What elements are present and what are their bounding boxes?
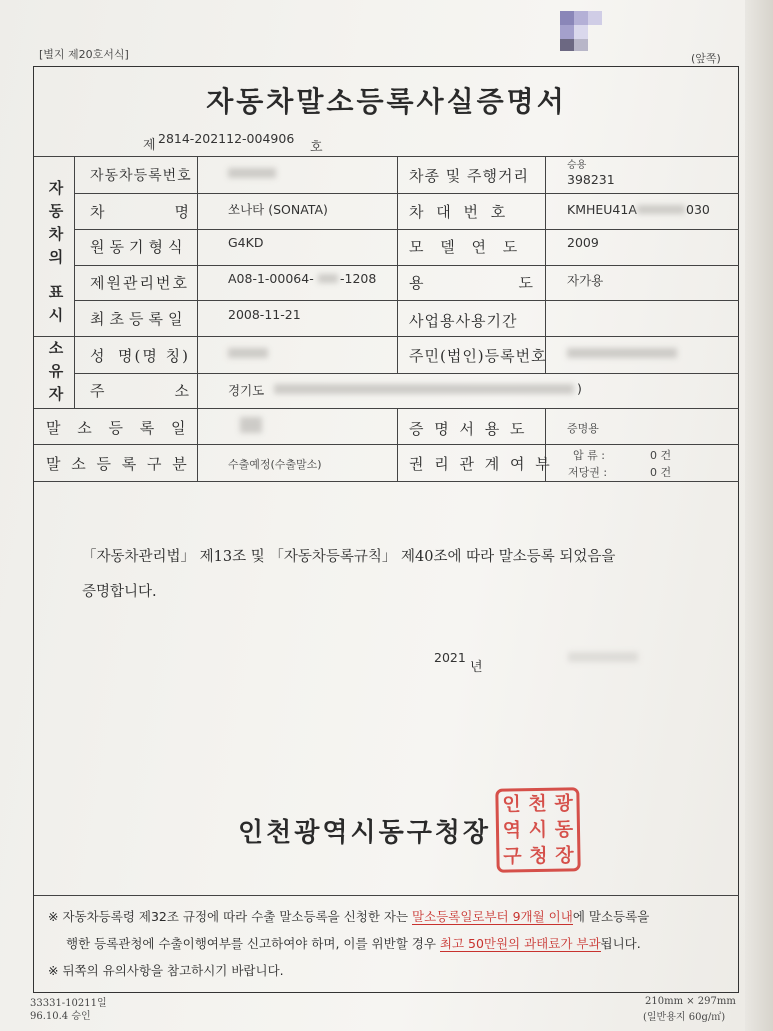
footer-paper: (일반용지 60g/㎡) bbox=[643, 1012, 726, 1023]
reg-no-redacted bbox=[228, 168, 276, 178]
purpose-label: 증 명 서 용 도 bbox=[409, 420, 528, 438]
first-reg-label: 최초등록일 bbox=[90, 310, 188, 328]
table-bottom-line bbox=[34, 481, 739, 482]
spec-value-a: A08-1-00064- bbox=[228, 271, 314, 286]
notice-line-3: ※ 뒤쪽의 유의사항을 참고하시기 바랍니다. bbox=[48, 963, 284, 978]
owner-section-label: 소 유 자 bbox=[48, 339, 64, 403]
notice-highlight-penalty: 최고 50만원의 과태료가 부과 bbox=[439, 936, 601, 951]
notice-divider bbox=[34, 895, 739, 896]
seizure-label: 압 류 : bbox=[573, 449, 605, 462]
reg-no-label: 자동차등록번호 bbox=[90, 168, 192, 184]
spec-label: 제원관리번호 bbox=[90, 274, 189, 292]
spec-value-b: -1208 bbox=[340, 271, 377, 286]
section-col-line bbox=[74, 156, 75, 408]
row-line bbox=[74, 229, 739, 230]
model-year-label: 모 델 연 도 bbox=[409, 238, 524, 256]
cert-number-suffix: 호 bbox=[310, 140, 323, 155]
car-name-value: 쏘나타 (SONATA) bbox=[228, 202, 328, 217]
page-side: (앞쪽) bbox=[691, 52, 721, 65]
cert-number: 2814-202112-004906 bbox=[158, 131, 295, 146]
statement-line-1: 「자동차관리법」 제13조 및 「자동차등록규칙」 제40조에 따라 말소등록 되었음을 bbox=[82, 549, 616, 565]
col-line bbox=[397, 408, 398, 481]
mileage-value: 398231 bbox=[567, 172, 615, 187]
row-line bbox=[34, 444, 739, 445]
document-title: 자동차말소등록사실증명서 bbox=[206, 85, 567, 118]
issuer-name: 인천광역시동구청장 bbox=[238, 818, 492, 848]
owner-name-redacted bbox=[228, 348, 268, 358]
col-line bbox=[197, 156, 198, 481]
vehicle-section-label: 자 동 차 의 표 시 bbox=[48, 179, 64, 324]
row-line bbox=[74, 193, 739, 194]
cancel-date-redacted bbox=[240, 417, 262, 433]
owner-id-label: 주민(법인)등록번호 bbox=[409, 347, 547, 365]
purpose-value: 증명용 bbox=[567, 422, 599, 435]
footer-approved: 96.10.4 승인 bbox=[30, 1011, 91, 1022]
footer-code: 33331-10211일 bbox=[30, 998, 107, 1009]
row-line bbox=[74, 300, 739, 301]
cancel-type-label: 말 소 등 록 구 분 bbox=[46, 455, 190, 473]
owner-name-label: 성 명(명 칭) bbox=[90, 347, 190, 365]
model-year-value: 2009 bbox=[567, 235, 599, 250]
type-value: 승용 bbox=[567, 160, 587, 171]
section-line bbox=[34, 336, 739, 337]
row-line bbox=[74, 373, 739, 374]
issue-year: 2021 bbox=[434, 650, 466, 665]
address-label: 주 소 bbox=[90, 382, 190, 400]
col-line bbox=[397, 156, 398, 373]
statement-line-2: 증명합니다. bbox=[82, 584, 157, 600]
cancel-type-value: 수출예정(수출말소) bbox=[228, 458, 322, 471]
type-label: 차종 및 주행거리 bbox=[409, 167, 529, 185]
notice-line-2: 행한 등록관청에 수출이행여부를 신고하여야 하며, 이를 위반할 경우 최고 50만원의 과태료가 부과됩니다. bbox=[66, 936, 641, 951]
vin-value-b: 030 bbox=[686, 202, 710, 217]
car-name-label: 차 명 bbox=[90, 203, 190, 221]
form-number: [별지 제20호서식] bbox=[39, 48, 129, 61]
col-line bbox=[545, 156, 546, 336]
table-top-line bbox=[34, 156, 739, 157]
address-suffix: ) bbox=[577, 381, 582, 396]
vin-label: 차 대 번 호 bbox=[409, 203, 510, 221]
usage-value: 자가용 bbox=[567, 273, 604, 288]
official-seal: 인 천 광 역 시 동 구 청 장 bbox=[495, 787, 580, 872]
cert-number-prefix: 제 bbox=[143, 138, 156, 153]
notice-highlight-deadline: 말소등록일로부터 9개월 이내 bbox=[412, 909, 573, 924]
issue-year-suffix: 년 bbox=[470, 660, 483, 675]
notice-line-1: ※ 자동차등록령 제32조 규정에 따라 수출 말소등록을 신청한 자는 말소등록일로부터 9개월 이내에 말소등록을 bbox=[48, 909, 650, 924]
usage-label: 용 도 bbox=[409, 274, 534, 292]
spec-redacted bbox=[318, 274, 338, 283]
rights-label: 권 리 관 계 여 부 bbox=[409, 455, 553, 473]
mortgage-value: 0 건 bbox=[650, 466, 672, 479]
cancel-date-label: 말 소 등 록 일 bbox=[46, 419, 192, 437]
section-line bbox=[34, 408, 739, 409]
footer-size: 210mm × 297mm bbox=[645, 996, 736, 1007]
address-prefix: 경기도 bbox=[228, 383, 265, 398]
privacy-mosaic bbox=[560, 11, 602, 51]
vin-redacted bbox=[637, 205, 685, 214]
paper-edge-shadow bbox=[745, 0, 773, 1031]
engine-value: G4KD bbox=[228, 235, 264, 250]
issue-date-redacted bbox=[568, 652, 638, 662]
biz-period-label: 사업용사용기간 bbox=[409, 312, 518, 330]
mortgage-label: 저당권 : bbox=[568, 466, 608, 479]
address-redacted bbox=[274, 384, 574, 394]
engine-label: 원동기형식 bbox=[90, 238, 188, 256]
first-reg-value: 2008-11-21 bbox=[228, 307, 301, 322]
seizure-value: 0 건 bbox=[650, 449, 672, 462]
row-line bbox=[74, 265, 739, 266]
vin-value-a: KMHEU41A bbox=[567, 202, 637, 217]
owner-id-redacted bbox=[567, 348, 677, 358]
